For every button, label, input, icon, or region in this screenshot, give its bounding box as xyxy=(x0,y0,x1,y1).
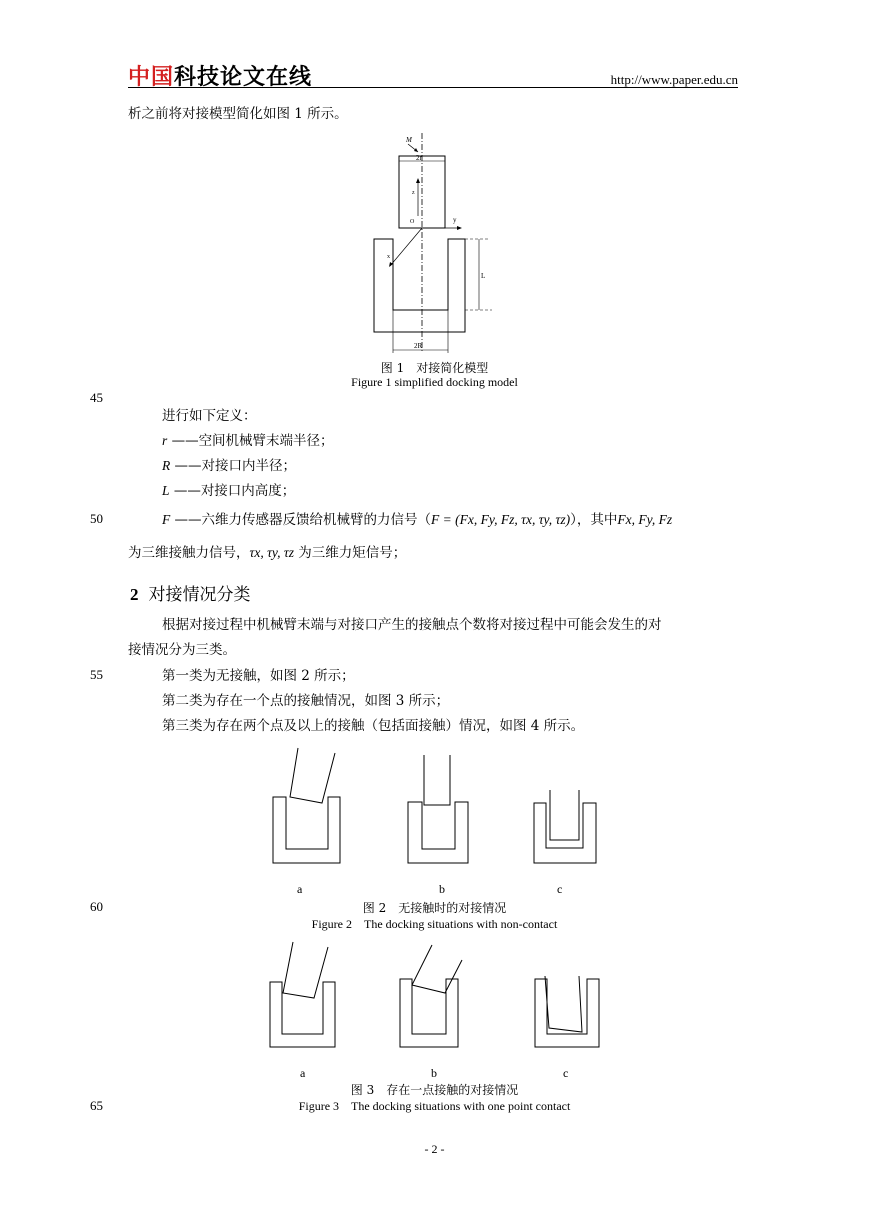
label-o: O xyxy=(410,219,415,225)
force-formula: F = (Fx, Fy, Fz, τx, τy, τz) xyxy=(431,512,571,527)
definitions-intro: 进行如下定义： xyxy=(162,408,257,424)
def-r-text: ——空间机械臂末端半径； xyxy=(171,433,334,449)
def-L-text: ——对接口内高度； xyxy=(173,483,296,499)
figure3-label-c: c xyxy=(563,1066,569,1080)
def-line2-post: 为三维力矩信号； xyxy=(298,545,407,561)
line-number-45: 45 xyxy=(90,390,103,405)
figure1-caption-en: Figure 1 simplified docking model xyxy=(351,375,518,389)
arm-c xyxy=(550,790,579,840)
port-a xyxy=(273,797,340,863)
docking-port xyxy=(374,239,465,332)
arm-b xyxy=(424,755,450,805)
def-F-tail: ），其中 xyxy=(570,512,618,528)
def-r xyxy=(162,431,334,451)
figure2-label-b: b xyxy=(439,882,445,896)
line-number-65: 65 xyxy=(90,1098,103,1113)
arm-a xyxy=(290,748,335,803)
figure2-label-a: a xyxy=(297,882,303,896)
logo-part-red: 中国 xyxy=(128,65,175,90)
figure2-diagram xyxy=(262,745,607,870)
figure1-caption-cn: 图 1 对接简化模型 xyxy=(380,361,489,375)
figure3-diagram xyxy=(262,940,607,1055)
figure2-label-c: c xyxy=(557,882,563,896)
label-x: x xyxy=(387,254,390,260)
section2-item1: 第一类为无接触，如图 2 所示； xyxy=(162,668,355,684)
arm-b xyxy=(412,945,462,993)
label-2r: 2r xyxy=(416,154,422,162)
label-y: y xyxy=(453,216,457,224)
label-2R: 2R xyxy=(414,342,423,350)
symbol-L: L xyxy=(162,483,170,498)
section2-para-line2: 接情况分为三类。 xyxy=(128,642,236,658)
def-F-text: ——六维力传感器反馈给机械臂的力信号（ xyxy=(174,512,432,528)
figure3-caption-en: Figure 3 The docking situations with one point contact xyxy=(298,1099,571,1113)
def-L xyxy=(162,481,295,501)
arm-a xyxy=(283,942,328,998)
symbol-R: R xyxy=(162,458,171,473)
figure3-label-b: b xyxy=(431,1066,437,1080)
section-heading xyxy=(130,580,251,605)
force-components: Fx, Fy, Fz xyxy=(617,512,673,527)
def-R-text: ——对接口内半径； xyxy=(174,458,297,474)
figure2-caption-en: Figure 2 The docking situations with non-contact xyxy=(311,917,558,931)
header-rule xyxy=(128,87,738,88)
figure3-label-a: a xyxy=(300,1066,306,1080)
symbol-F: F xyxy=(162,512,171,527)
arm-c xyxy=(545,976,582,1032)
logo-part-black: 科技论文在线 xyxy=(174,65,313,90)
label-L: L xyxy=(481,272,486,280)
symbol-r: r xyxy=(162,433,168,448)
def-line2-pre: 为三维接触力信号， xyxy=(128,545,250,561)
port-c xyxy=(534,803,596,863)
line-number-50: 50 xyxy=(90,511,103,526)
section2-para-line1: 根据对接过程中机械臂末端与对接口产生的接触点个数将对接过程中可能会发生的对 xyxy=(162,617,662,633)
port-c xyxy=(535,979,599,1047)
section-number: 2 xyxy=(130,585,139,604)
def-R xyxy=(162,456,296,476)
header-url[interactable]: http://www.paper.edu.cn xyxy=(610,72,738,87)
port-a xyxy=(270,982,335,1047)
page-number: - 2 - xyxy=(424,1142,445,1156)
line-number-60: 60 xyxy=(90,899,103,914)
def-F xyxy=(162,510,672,530)
section-title: 对接情况分类 xyxy=(148,585,251,605)
figure3-caption-cn: 图 3 存在一点接触的对接情况 xyxy=(350,1083,519,1097)
label-m: M xyxy=(406,136,412,144)
section2-item2: 第二类为存在一个点的接触情况，如图 3 所示； xyxy=(162,693,450,709)
figure2-caption-cn: 图 2 无接触时的对接情况 xyxy=(362,901,507,915)
intro-line: 析之前将对接模型简化如图 1 所示。 xyxy=(128,106,348,122)
section2-item3: 第三类为存在两个点及以上的接触（包括面接触）情况，如图 4 所示。 xyxy=(162,718,585,734)
figure1-diagram xyxy=(360,128,510,360)
label-z: z xyxy=(412,190,415,196)
def-line2 xyxy=(128,543,406,563)
torque-components: τx, τy, τz xyxy=(249,545,294,560)
line-number-55: 55 xyxy=(90,667,103,682)
port-b xyxy=(408,802,468,863)
